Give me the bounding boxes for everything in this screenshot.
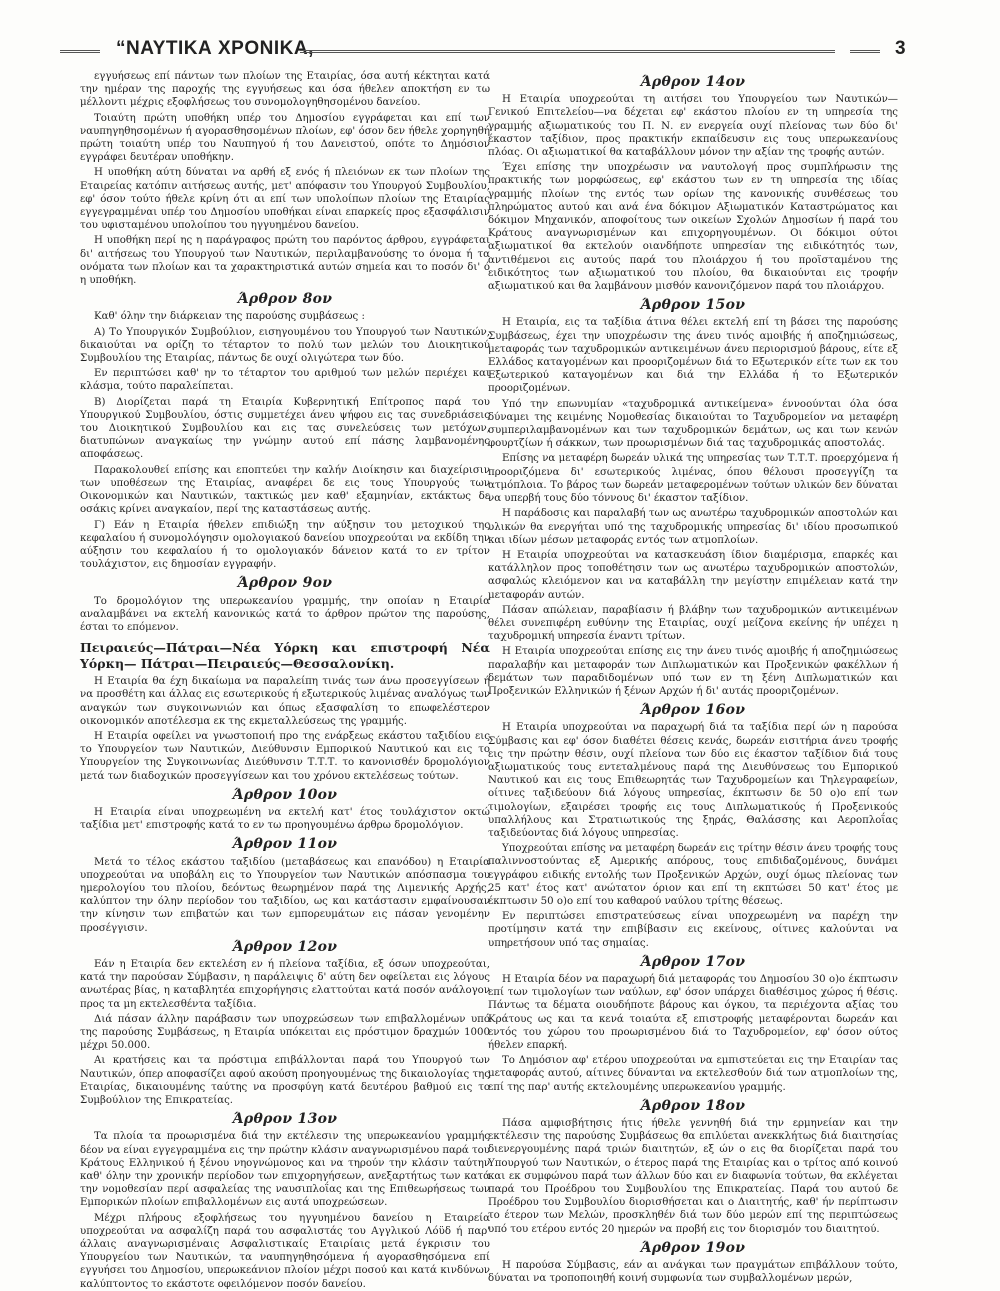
paragraph: Η Εταιρία θα έχη δικαίωμα να παραλείπη τινάς των άνω προσεγγίσεων ή να προσθέτη και άλλας εις εσωτερικούς ή εξωτερικούς λιμένας αναλόγως των αναγκών των συγκοινωνιών και όπως εξασφαλίση το επωφελέστερον οικονομικόν αποτέλεσμα εκ της εκμεταλλεύσεως της γραμμής. [80, 676, 490, 727]
paragraph: Καθ' όλην την διάρκειαν της παρούσης συμβάσεως : [94, 311, 365, 323]
paragraph: Η Εταιρία υποχρεούται επίσης εις την άνευ τινός αμοιβής ή αποζημιώσεως παραλαβήν και μεταφοράν των Διπλωματικών και Προξενικών φακέλλων ή δεμάτων των παραδιδομένων υπό των εν τη ξένη Διπλωματικών και Προξενικών Ελληνικών ή ξένων Αρχών ή δι' αυτάς προοριζομένων. [488, 646, 898, 697]
paragraph: Γ) Εάν η Εταιρία ήθελεν επιδιώξη την αύξησιν του μετοχικού της κεφαλαίου ή συνομολόγησιν ομολογιακού δανείου υποχρεούται να εκδίδη την αύξησιν του κεφαλαίου ή το ομολογιακόν δάνειον κατά το εν τρίτον τουλάχιστον, εις δημοσίαν εγγραφήν. [80, 519, 490, 571]
paragraph: Η Εταιρία, εις τα ταξίδια άτινα θέλει εκτελή επί τη βάσει της παρούσης Συμβάσεως, έχει την υποχρέωσιν της άνευ τινός αμοιβής ή αποζημιώσεως, μεταφοράς των ταχυδρομικών αντικειμένων άνευ περιορισμού βάρους, είτε εξ Ελλάδος καταγομένων και προοριζομένων διά το Εξωτερικόν είτε των εκ του Εξωτερικού καταγομένων και διά την Ελλάδα ή το Εξωτερικόν προοριζομένων. [488, 317, 898, 395]
paragraph: Το δρομολόγιον της υπερωκεανίου γραμμής, την οποίαν η Εταιρία αναλαμβάνει να εκτελή κανονικώς κατά το άρθρον πρώτον της παρούσης, έσται το επόμενον. [80, 595, 490, 633]
article-11-heading: Άρθρον 11ον [232, 836, 338, 853]
paragraph: Πάσαν απώλειαν, παραβίασιν ή βλάβην των ταχυδρομικών αντικειμένων θέλει συνεπιφέρη ευθύνην της Εταιρίας, ουχί μείζονα εκείνης ήν υπέχει η ταχυδρομική υπηρεσία έναντι τρίτων. [488, 604, 898, 643]
article-9-heading: Άρθρον 9ον [237, 575, 333, 592]
header-rule-middle [300, 50, 835, 53]
paragraph: Η παρούσα Σύμβασις, εάν αι ανάγκαι των πραγμάτων επιβάλλουν τούτο, δύναται να τροποποιηθή κοινή συμφωνία των συμβαλλομένων μερών, [488, 1260, 898, 1285]
paragraph: Η Εταιρία είναι υποχρεωμένη να εκτελή κατ' έτος τουλάχιστον οκτώ ταξίδια μετ' επιστροφής κατά το εν τω προηγουμένω άρθρω δρομολόγιον. [80, 806, 490, 832]
page-header [60, 38, 930, 68]
paragraph: Το Δημόσιον αφ' ετέρου υποχρεούται να εμπιστεύεται εις την Εταιρίαν τας μεταφοράς αυτού, αίτινες δύνανται να εκτελεσθούν διά των ατμοπλοίων της, επί της παρ' αυτής εκτελουμένης υπερωκεανίου γραμμής. [488, 1055, 898, 1093]
article-17-heading: Άρθρον 17ον [640, 953, 746, 970]
paragraph: Η Εταιρία υποχρεούται να κατασκευάση ίδιον διαμέρισμα, επαρκές και κατάλληλον προς τοποθέτησιν των ως ανωτέρω ταχυδρομικών αποστολών, ασφαλώς κλειόμενον και να καταβάλλη την μεγίστην επιμέλειαν κατά την μεταφοράν αυτών. [488, 549, 898, 601]
article-10-heading: Άρθρον 10ον [232, 786, 338, 803]
paragraph: Τα πλοία τα προωρισμένα διά την εκτέλεσιν της υπερωκεανίου γραμμής δέον να είναι εγγεγραμμένα εις την πρώτην κλάσιν αναγνωρισμένου παρά του Κράτους Ελληνικού ή ξένου νηογνώμονος και να τηρούν την κλάσιν ταύτην καθ' όλην την χρονικήν περίοδον των επιχορηγήσεων, ανεξαρτήτως των κατά την νομοθεσίαν περί ασφαλείας της ναυσιπλοΐας και της Επιθεωρήσεως των Εμπορικών πλοίων επιβαλλομένων εις αυτά υποχρεώσεων. [80, 1131, 490, 1209]
paragraph: Εάν η Εταιρία δεν εκτελέση εν ή πλείονα ταξίδια, εξ όσων υποχρεούται, κατά την παρούσαν Σύμβασιν, η παράλειψις δ' αύτη δεν οφείλεται εις λόγους ανωτέρας βίας, η καταβλητέα επιχορήγησις ελαττούται κατά ποσόν ανάλογον προς τα μη εκτελεσθέντα ταξίδια. [80, 958, 490, 1010]
paragraph: Η παράδοσις και παραλαβή των ως ανωτέρω ταχυδρομικών αποστολών και υλικών θα ενεργήται υπό της ταχυδρομικής υπηρεσίας δι' ιδίου προσωπικού και ιδίων μέσων μεταφοράς εντός των ατμοπλοίων. [488, 508, 898, 546]
article-8-heading: Άρθρον 8ον [237, 291, 333, 308]
paragraph: Έχει επίσης την υποχρέωσιν να ναυτολογή προς συμπλήρωσιν της πρακτικής των μορφώσεως, εφ' εκάστου των εν τη υπηρεσία της ιδίας γραμμής πλοίων της εντός των ορίων της κανονικής συνθέσεως του πληρώματος αυτού και ανά ένα δόκιμον Αξιωματικόν Καταστρώματος και δόκιμον Μηχανικόν, αποφοίτους των οικείων Σχολών Δημοσίων ή παρά του Κράτους αναγνωρισμένων και επιχορηγουμένων. Οι δόκιμοι ούτοι αξιωματικοί θα εκτελούν οιανδήποτε υπηρεσίαν της ειδικότητός των, αντιθέμενοι εις αυτούς παρά του πλοιάρχου ή του προϊσταμένου της ειδικότητος των αξιωματικού του πλοίου, θα δικαιούνται εις τροφήν αξιωματικού και θα λαμβάνουν μισθόν κανονιζόμενον παρά του πλοιάρχου. [488, 162, 898, 293]
paragraph: Η Εταιρία δέον να παραχωρή διά μεταφοράς του Δημοσίου 30 ο)ο έκπτωσιν επί των τιμολογίων των ναύλων, εφ' όσον υπάρχει διαθέσιμος χώρος ή θέσις. Πάντως τα δέματα οιουδήποτε βάρους και όγκου, τα περιέχοντα αξίας του Κράτους ως και τα κενά τοιαύτα εξ επιστροφής μεταφέρονται δωρεάν και εντός του χώρου του προωρισμένου διά το Ταχυδρομείον, εφ' όσον ούτος ήθελεν επαρκή. [488, 974, 898, 1052]
header-rule-right [850, 50, 880, 53]
paragraph: Μέχρι πλήρους εξοφλήσεως του ηγγυημένου δανείου η Εταιρεία υποχρεούται να ασφαλίζη παρά του ασφαλιστάς του Αγγλικού Λόϋδ ή παρ' άλλαις αναγνωρισμέναις Ασφαλιστικαίς Εταιρίαις μετά έγκρισιν του Υπουργείου των Ναυτικών, τα ναυπηγηθησόμενα ή αγορασθησόμενα επί εγγυήσει του Δημοσίου, υπερωκεάνιον πλοίον μέχρι ποσού και κατά κινδύνων καλύπτοντος το εκάστοτε οφειλόμενον ποσόν δανείου. [80, 1212, 490, 1290]
paragraph: Εν περιπτώσει επιστρατεύσεως είναι υποχρεωμένη να παρέχη την προτίμησιν κατά την επιβίβασιν εις εκείνους, οίτινες καλούνται να υπηρετήσουν υπό τας σημαίας. [488, 911, 898, 949]
publication-title: “ΝΑΥΤΙΚΑ ΧΡΟΝΙΚΑ, [116, 38, 314, 59]
article-14-heading: Άρθρον 14ον [640, 74, 746, 90]
paragraph: Επίσης να μεταφέρη δωρεάν υλικά της υπηρεσίας των Τ.Τ.Τ. προερχόμενα ή προοριζόμενα δι' εσωτερικούς λιμένας, όπου θέλουσι προσεγγίζη τα ατμόπλοια. Το βάρος των δωρεάν μεταφερομένων τούτων υλικών δεν δύναται να υπερβή τους δύο τόννους δι' έκαστον ταξίδιον. [488, 453, 898, 505]
paragraph: Η Εταιρία υποχρεούται τη αιτήσει του Υπουργείου των Ναυτικών— Γενικού Επιτελείου—να δέχεται εφ' εκάστου πλοίου εν τη υπηρεσία της γραμμής αξιωματικούς του Π. Ν. εν ενεργεία ουχί πλείονας των δύο δι' έκαστον ταξίδιον, προς πρακτικήν εκπαίδευσιν εις τους υπερωκεανίους πλόας. Οι αξιωματικοί θα καταβάλλουν μόνον την αξίαν της τροφής αυτών. [488, 94, 898, 159]
paragraph: Εν περιπτώσει καθ' ην το τέταρτον του αριθμού των μελών περιέχει και κλάσμα, τούτο παραλείπεται. [80, 368, 490, 393]
article-13-heading: Άρθρον 13ον [232, 1111, 338, 1128]
left-column [80, 70, 490, 1290]
paragraph: Μετά το τέλος εκάστου ταξιδίου (μεταβάσεως και επανόδου) η Εταιρία υποχρεούται να υποβάλη εις το Υπουργείον των Ναυτικών απόσπασμα του ημερολογίου του πλοίου, δεόντως θεωρημένον παρά της Λιμενικής Αρχής, καλύπτον την όλην περίοδον του ταξιδίου, ως και κατάστασιν εμφαίνουσαν την κίνησιν των επιβατών και των εμπορευμάτων εις πάσαν γενομένην προσέγγισιν. [80, 856, 490, 934]
paragraph: Διά πάσαν άλλην παράβασιν των υποχρεώσεων των επιβαλλομένων υπό της παρούσης Συμβάσεως, η Εταιρία υπόκειται εις πρόστιμον δραχμών 1000 μέχρι 50.000. [80, 1013, 490, 1052]
right-column [488, 70, 898, 1285]
page-number: 3 [895, 38, 906, 59]
article-16-heading: Άρθρον 16ον [640, 702, 746, 719]
header-rule-left [60, 50, 100, 53]
paragraph: Υπό την επωνυμίαν «ταχυδρομικά αντικείμενα» έννοούνται όλα όσα δύναμει της κειμένης Νομοθεσίας δικαιούται το Ταχυδρομείον να μεταφέρη συμπεριλαμβανομένων και των ταχυδρομικών δεμάτων, ως και των κενών φουρτζίων ή σάκκων, των προωρισμένων διά τας ταχυδρομικάς αποστολάς. [488, 398, 898, 450]
paragraph: Παρακολουθεί επίσης και εποπτεύει την καλήν Διοίκησιν και διαχείρισιν των υποθέσεων της Εταιρίας, αναφέρει δε εις τους Υπουργούς των Οικονομικών και Ναυτικών, τακτικώς μεν καθ' εξαμηνίαν, εκτάκτως δε οσάκις κρίνει αναγκαίον, περί της καταστάσεως αυτής. [80, 464, 490, 516]
article-12-heading: Άρθρον 12ον [232, 938, 338, 955]
paragraph: Α) Το Υπουργικόν Συμβούλιον, εισηγουμένου του Υπουργού των Ναυτικών, δικαιούται να ορίζη το τέταρτον το πολύ των μελών του Διοικητικού Συμβουλίου της Εταιρίας, πάντως δε ουχί ολιγώτερα των δύο. [80, 326, 490, 365]
article-19-heading: Άρθρον 19ον [640, 1239, 746, 1256]
paragraph: εγγυήσεως επί πάντων των πλοίων της Εταιρίας, όσα αυτή κέκτηται κατά την ημέραν της παροχής της εγγυήσεως και όσα ήθελεν αποκτήση εν τω μέλλοντι μέχρις εξοφλήσεως του συνομολογηθησομένου δανείου. [80, 71, 490, 109]
paragraph: Η Εταιρία οφείλει να γνωστοποιή προ της ενάρξεως εκάστου ταξιδίου εις το Υπουργείον των Ναυτικών, Διεύθυνσιν Εμπορικού Ναυτικού και εις το Υπουργείον της Συγκοινωνίας Διεύθυνσιν Τ.Τ.Τ. το κανονισθέν δρομολόγιον μετά των διαδοχικών προσεγγίσεων και του χρόνου εκτελέσεως τούτων. [80, 730, 490, 782]
paragraph: Υποχρεούται επίσης να μεταφέρη δωρεάν εις τρίτην θέσιν άνευ τροφής τους παλιννοστούντας εξ Αμερικής απόρους, τους επιδιδαζομένους, δυνάμει εγγράφου ειδικής εντολής των Προξενικών Αρχών, ουχί όμως πλείονας των 25 κατ' έτος κατ' ανώτατον όριον και επί τη εκπτώσει 50 κατ' έτος με έκπτωσιν 50 ο)ο επί του καθαρού ναύλου τρίτης θέσεως. [488, 843, 898, 907]
paragraph: Αι κρατήσεις και τα πρόστιμα επιβάλλονται παρά του Υπουργού των Ναυτικών, όπερ αποφασίζει αφού ακούση προηγουμένως της δικαιολογίας της Εταιρίας, δικαιουμένης ταύτης να προσφύγη κατά δευτέρου βαθμού εις το Συμβούλιον της Επικρατείας. [80, 1055, 490, 1107]
article-18-heading: Άρθρον 18ον [640, 1097, 746, 1114]
paragraph: Τοιαύτη πρώτη υποθήκη υπέρ του Δημοσίου εγγράφεται και επί των ναυπηγηθησομένων ή αγορασθησομένων πλοίων, εφ' όσον δεν ήθελε χορηγηθή πρώτη τοιαύτη υπέρ του Ναυπηγού ή του Δανειστού, οπότε το Δημόσιον εγγράφει δευτέραν υποθήκην. [80, 112, 490, 164]
paragraph: Η υποθήκη αύτη δύναται να αρθή εξ ενός ή πλειόνων εκ των πλοίων της Εταιρείας κατόπιν αιτήσεως αυτής, μετ' απόφασιν του Υπουργού Συμβουλίου, εφ' όσον τούτο ήθελε κρίνη ότι αι επί των υπολοίπων πλοίων της Εταιρίας εγγεγραμμέναι υπέρ του Δημοσίου υποθήκαι είναι επαρκείς προς εξασφάλισιν του υφισταμένου υπολοίπου του ηγγυημένου δανείου. [80, 167, 490, 232]
paragraph: Η Εταιρία υποχρεούται να παραχωρή διά τα ταξίδια περί ών η παρούσα Σύμβασις και εφ' όσον διαθέτει θέσεις κενάς, δωρεάν εισιτήρια άνευ τροφής εις την πρώτην θέσιν, ουχί πλείονα των δύο εις έκαστον ταξίδιον διά τους αξιωματικούς τους εντεταλμένους παρά της Διευθύνσεως του Εμπορικού Ναυτικού και εις τους Επιθεωρητάς των Ταχυδρομείων και Τηλεγραφείων, οίτινες ταξιδεύουν διά λόγους υπηρεσίας, έκπτωσιν δε 50 ο)ο επί των τιμολογίων, εξαιρέσει τροφής εις τους Διπλωματικούς ή Προξενικούς υπαλλήλους και Στρατιωτικούς της ξηράς, Θαλάσσης και Αεροπλοΐας ταξιδεύοντας διά λόγους υπηρεσίας. [488, 722, 898, 839]
paragraph: Πάσα αμφισβήτησις ήτις ήθελε γεννηθή διά την ερμηνείαν και την εκτέλεσιν της παρούσης Συμβάσεως θα επιλύεται ανεκκλήτως διά διαιτησίας διενεργουμένης παρά τριών διαιτητών, εξ ών ο εις θα διορίζεται παρά του Υπουργού των Ναυτικών, ο έτερος παρά της Εταιρίας και ο τρίτος από κοινού και εκ συμφώνου παρά των άλλων δύο και εν διαφωνία τούτων, θα εκλέγεται παρά του Προέδρου του Συμβουλίου της Επικρατείας. Παρά του αυτού δε Προέδρου του Συμβουλίου διορισθήσεται και ο Διαιτητής, καθ' ήν περίπτωσιν το έτερον των Μελών, προσκληθέν διά των δύο μερών επί της περιπτώσεως υπό του ετέρου εντός 20 ημερών να προβή εις τον διορισμόν του διαιτητού. [488, 1118, 898, 1235]
paragraph: Β) Διορίζεται παρά τη Εταιρία Κυβερνητική Επίτροπος παρά του Υπουργικού Συμβουλίου, όστις συμμετέχει άνευ ψήφου εις τας συνεδριάσεις του Διοικητικού Συμβουλίου και εις τας συνελεύσεις των μετόχων, διατυπώνων αναγκαίως την γνώμην αυτού επί πάσης λαμβανομένης αποφάσεως. [80, 396, 490, 461]
paragraph: Η υποθήκη περί ης η παράγραφος πρώτη του παρόντος άρθρου, εγγράφεται δι' αιτήσεως του Υπουργού των Ναυτικών, περιλαμβανούσης το όνομα ή τα ονόματα των πλοίων και τα χαρακτηριστικά αυτών σημεία και το ποσόν δι' ό η υποθήκη. [80, 235, 490, 287]
article-15-heading: Άρθρον 15ον [640, 297, 746, 314]
route-line: Πειραιεύς—Πάτραι—Νέα Υόρκη και επιστροφή Νέα Υόρκη— Πάτραι—Πειραιεύς—Θεσσαλονίκη. [80, 640, 490, 672]
